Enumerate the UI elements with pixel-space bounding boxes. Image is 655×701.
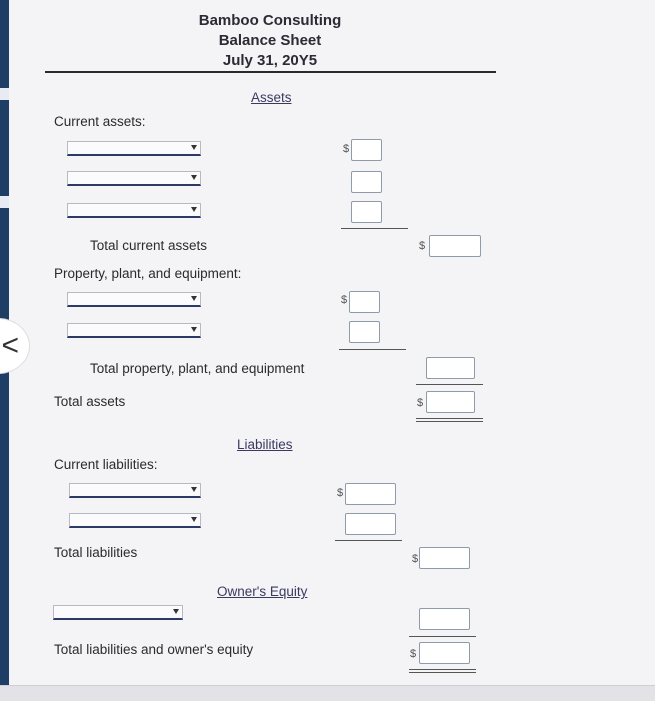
dollar-sign: $ [419, 240, 426, 252]
subtotal-rule [416, 384, 483, 385]
statement-title: Balance Sheet [218, 32, 322, 49]
subtotal-rule [409, 636, 476, 637]
total-current-assets-amount[interactable] [429, 235, 481, 257]
dropdown-arrow-icon [173, 609, 179, 614]
equity-select[interactable] [53, 605, 183, 620]
current-asset-amount-3[interactable] [351, 201, 382, 223]
current-liabilities-label: Current liabilities: [54, 457, 158, 472]
subtotal-rule [335, 540, 402, 541]
liability-amount-1[interactable] [345, 483, 396, 505]
total-liabilities-equity-amount[interactable] [419, 642, 470, 664]
ppe-label: Property, plant, and equipment: [54, 266, 242, 281]
current-asset-select-3[interactable] [67, 203, 201, 218]
liability-amount-2[interactable] [345, 513, 396, 535]
dollar-sign: $ [337, 487, 344, 499]
dropdown-arrow-icon [191, 487, 197, 492]
equity-amount[interactable] [419, 608, 470, 630]
subtotal-rule [339, 349, 406, 350]
dollar-sign: $ [412, 553, 419, 565]
subtotal-rule [341, 228, 408, 229]
double-rule [416, 418, 483, 422]
liabilities-heading: Liabilities [237, 437, 293, 452]
total-liabilities-equity-label: Total liabilities and owner's equity [54, 642, 254, 657]
assets-heading: Assets [251, 90, 292, 105]
owners-equity-heading: Owner's Equity [217, 584, 308, 599]
current-asset-select-1[interactable] [67, 141, 201, 156]
dropdown-arrow-icon [191, 517, 197, 522]
total-liabilities-label: Total liabilities [54, 545, 138, 560]
ppe-amount-1[interactable] [349, 291, 380, 313]
current-asset-amount-2[interactable] [351, 171, 382, 193]
company-name: Bamboo Consulting [198, 12, 342, 29]
total-liabilities-amount[interactable] [419, 547, 470, 569]
current-assets-label: Current assets: [54, 114, 146, 129]
dollar-sign: $ [341, 294, 348, 306]
double-rule [409, 669, 476, 673]
dropdown-arrow-icon [191, 327, 197, 332]
dollar-sign: $ [410, 648, 417, 660]
current-asset-select-2[interactable] [67, 171, 201, 186]
back-button[interactable] [0, 318, 30, 374]
total-ppe-label: Total property, plant, and equipment [90, 361, 305, 376]
dollar-sign: $ [343, 143, 350, 155]
total-ppe-amount[interactable] [426, 357, 475, 379]
header-rule [45, 71, 496, 73]
dropdown-arrow-icon [191, 145, 197, 150]
bottom-bar [0, 685, 655, 701]
ppe-amount-2[interactable] [349, 321, 380, 343]
chevron-left-icon: < [1, 329, 19, 362]
current-asset-amount-1[interactable] [351, 139, 382, 161]
total-current-assets-label: Total current assets [90, 238, 208, 253]
ppe-select-2[interactable] [67, 323, 201, 338]
liability-select-2[interactable] [69, 513, 201, 528]
statement-date: July 31, 20Y5 [222, 52, 318, 69]
dropdown-arrow-icon [191, 296, 197, 301]
dollar-sign: $ [417, 397, 424, 409]
total-assets-amount[interactable] [426, 391, 475, 413]
liability-select-1[interactable] [69, 483, 201, 498]
total-assets-label: Total assets [54, 394, 126, 409]
dropdown-arrow-icon [191, 207, 197, 212]
ppe-select-1[interactable] [67, 292, 201, 307]
dropdown-arrow-icon [191, 175, 197, 180]
